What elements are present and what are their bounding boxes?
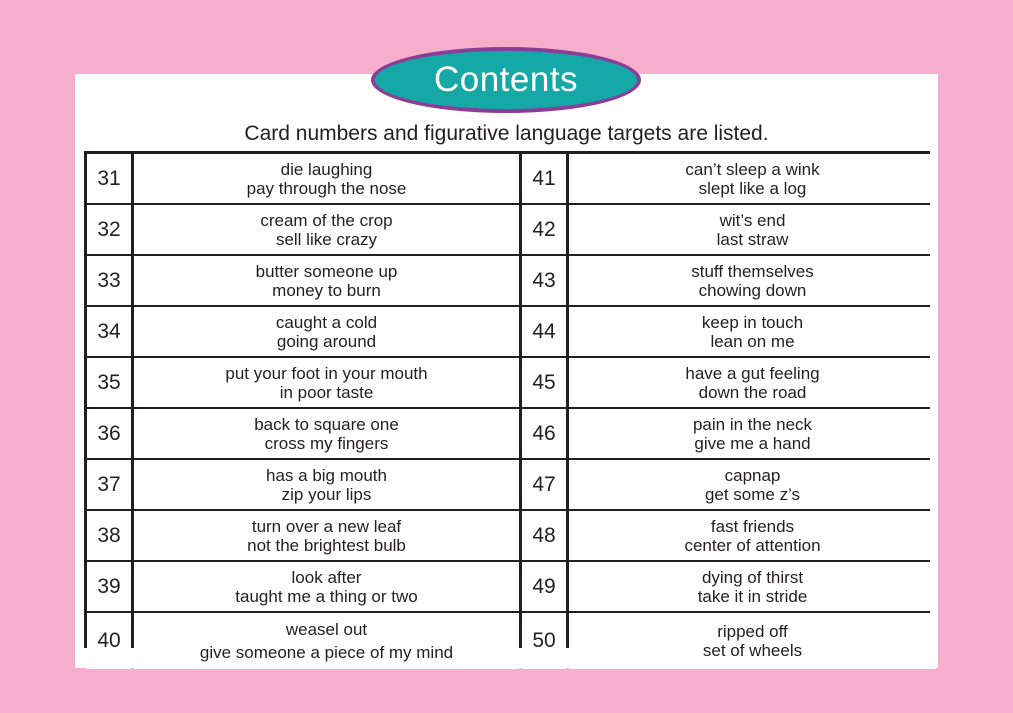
card-phrases <box>134 154 519 203</box>
card-number: 35 <box>87 358 131 407</box>
phrase-1: keep in touch <box>701 312 804 332</box>
phrase-1: pain in the neck <box>692 414 813 434</box>
card-number: 31 <box>87 154 131 203</box>
phrase-2: last straw <box>716 229 789 249</box>
phrase-1: capnap <box>724 465 781 485</box>
phrase-2: going around <box>276 331 377 351</box>
title-oval <box>371 47 641 113</box>
card-phrases <box>134 613 519 669</box>
page-subtitle: Card numbers and figurative language targets are listed. <box>244 122 769 145</box>
card-phrases <box>134 358 519 407</box>
card-number: 36 <box>87 409 131 458</box>
card-phrases <box>569 409 936 458</box>
card-phrases <box>569 154 936 203</box>
phrase-1: stuff themselves <box>691 261 814 281</box>
card-number: 34 <box>87 307 131 356</box>
card-number: 43 <box>522 256 566 305</box>
card-number: 39 <box>87 562 131 611</box>
card-phrases <box>569 307 936 356</box>
card-phrases <box>134 307 519 356</box>
phrase-1: butter someone up <box>255 261 398 281</box>
phrase-2: taught me a thing or two <box>235 586 418 606</box>
card-number: 46 <box>522 409 566 458</box>
phrase-2: down the road <box>698 382 807 402</box>
phrase-1: cream of the crop <box>260 210 393 230</box>
card-phrases <box>134 460 519 509</box>
phrase-2: not the brightest bulb <box>247 535 406 555</box>
card-number: 40 <box>87 613 131 669</box>
card-phrases <box>569 511 936 560</box>
phrase-1: turn over a new leaf <box>251 516 402 536</box>
card-phrases <box>569 358 936 407</box>
card-phrases <box>569 460 936 509</box>
card-number: 44 <box>522 307 566 356</box>
card-number: 45 <box>522 358 566 407</box>
phrase-1: ripped off <box>717 622 788 641</box>
card-phrases <box>569 562 936 611</box>
phrase-2: pay through the nose <box>246 178 407 198</box>
card-phrases <box>569 613 936 669</box>
phrase-2: center of attention <box>684 535 821 555</box>
phrase-2: lean on me <box>710 331 795 351</box>
phrase-1: caught a cold <box>275 312 378 332</box>
card-number: 41 <box>522 154 566 203</box>
card-phrases <box>134 511 519 560</box>
phrase-2: sell like crazy <box>275 229 378 249</box>
phrase-2: take it in stride <box>697 586 808 606</box>
card-number: 50 <box>522 613 566 669</box>
phrase-2: give me a hand <box>694 433 811 453</box>
card-number: 32 <box>87 205 131 254</box>
card-phrases <box>569 205 936 254</box>
card-number: 37 <box>87 460 131 509</box>
phrase-2: zip your lips <box>281 484 372 504</box>
card-phrases <box>134 256 519 305</box>
card-number: 49 <box>522 562 566 611</box>
card-phrases <box>134 205 519 254</box>
page-title: Contents <box>433 60 579 99</box>
card-number: 47 <box>522 460 566 509</box>
contents-table <box>84 151 930 662</box>
phrase-2: chowing down <box>698 280 807 300</box>
phrase-2: set of wheels <box>702 641 803 660</box>
phrase-2: get some z’s <box>704 484 801 504</box>
card-number: 38 <box>87 511 131 560</box>
phrase-1: back to square one <box>254 414 399 434</box>
phrase-1: weasel out <box>285 620 368 639</box>
phrase-1: look after <box>291 567 362 587</box>
card-number: 48 <box>522 511 566 560</box>
phrase-1: has a big mouth <box>266 465 387 485</box>
card-number: 42 <box>522 205 566 254</box>
phrase-1: fast friends <box>710 516 795 536</box>
card-number: 33 <box>87 256 131 305</box>
phrase-2: slept like a log <box>698 178 807 198</box>
card-phrases <box>134 562 519 611</box>
card-phrases <box>569 256 936 305</box>
phrase-1: die laughing <box>280 159 373 179</box>
phrase-1: dying of thirst <box>701 567 804 587</box>
phrase-1: have a gut feeling <box>685 363 820 383</box>
phrase-1: put your foot in your mouth <box>225 363 428 383</box>
phrase-2: cross my fingers <box>264 433 389 453</box>
card-phrases <box>134 409 519 458</box>
phrase-2: in poor taste <box>279 382 374 402</box>
phrase-1: wit’s end <box>719 210 786 230</box>
phrase-2: money to burn <box>272 280 381 300</box>
phrase-2: give someone a piece of my mind <box>199 643 454 662</box>
phrase-1: can’t sleep a wink <box>685 159 820 179</box>
